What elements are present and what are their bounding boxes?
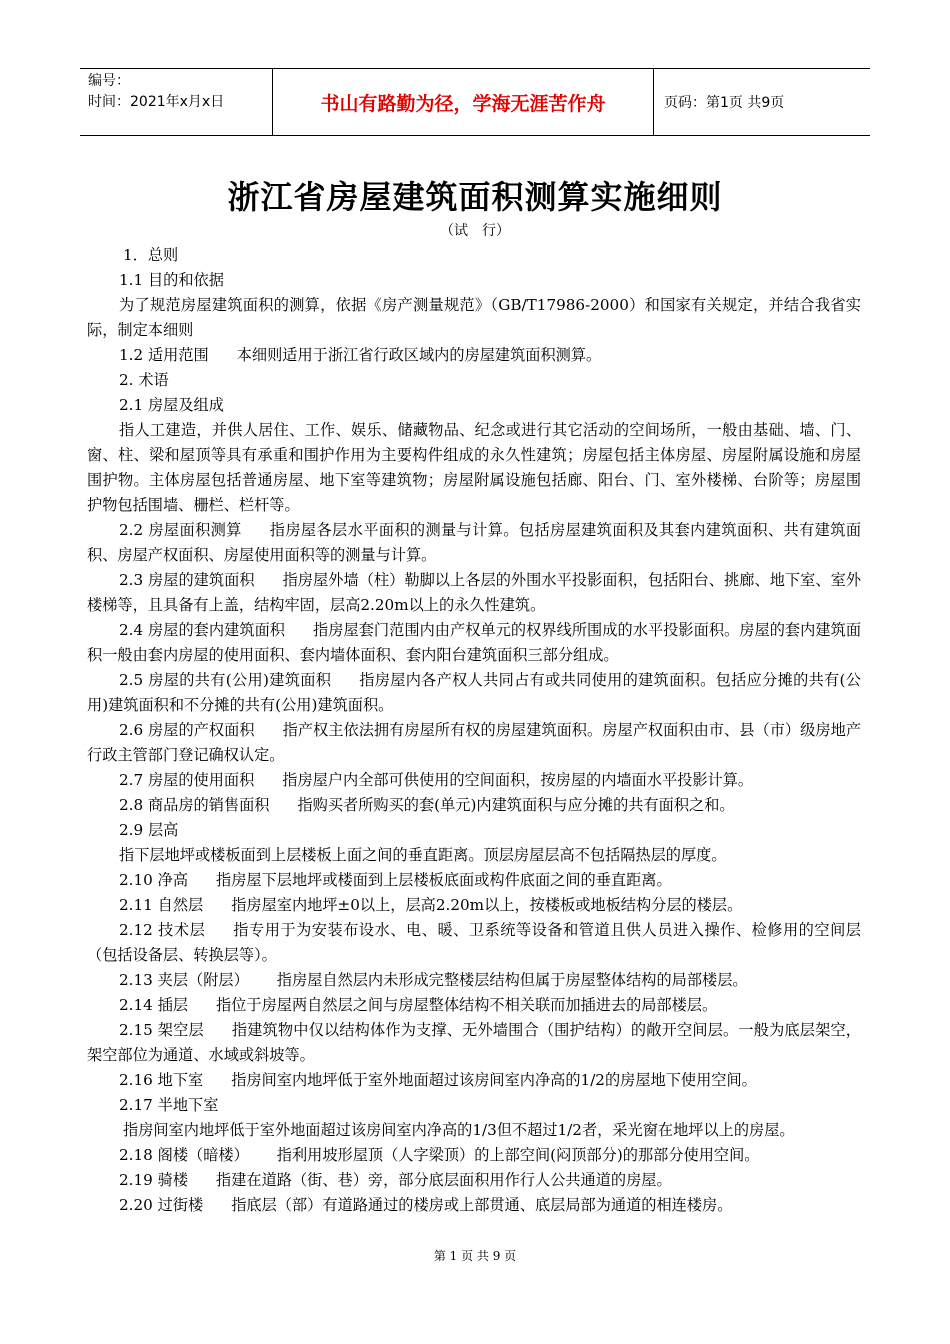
definition: 指建筑物中仅以结构体作为支撑、无外墙围合（围护结构）的敞开空间层。一般为底层架空，架空部位为通道、水域或斜坡等。 (87, 1021, 861, 1064)
definition: 指房屋下层地坪或楼面到上层楼板底面或构件底面之间的垂直距离。 (216, 871, 672, 889)
definition: 指利用坡形屋顶（人字梁顶）的上部空间(闷顶部分)的那部分使用空间。 (276, 1146, 760, 1164)
definition: 指位于房屋两自然层之间与房屋整体结构不相关联而加插进去的局部楼层。 (216, 996, 718, 1014)
term: 2.6 房屋的产权面积 (119, 721, 255, 739)
definition: 指底层（部）有道路通过的楼房或上部贯通、底层局部为通道的相连楼房。 (231, 1196, 733, 1214)
term: 2.4 房屋的套内建筑面积 (119, 621, 286, 639)
number-label: 编号： (88, 73, 130, 89)
paragraph (87, 968, 861, 993)
section-heading: 2.9 层高 (119, 821, 179, 839)
definition: 指房屋室内地坪±0以上，层高2.20m以上，按楼板或地板结构分层的楼层。 (231, 896, 743, 914)
paragraph (87, 868, 861, 893)
header-page-info: 页码：第1页 共9页 (664, 95, 785, 111)
term: 2.14 插层 (119, 996, 189, 1014)
term: 2.16 地下室 (119, 1071, 204, 1089)
section-heading: 2. 术语 (119, 371, 169, 389)
term: 2.18 阁楼（暗楼） (119, 1146, 249, 1164)
paragraph (87, 1193, 861, 1218)
term: 2.15 架空层 (119, 1021, 204, 1039)
paragraph (87, 618, 861, 668)
definition: 指房屋套门范围内由产权单元的权界线所围成的水平投影面积。房屋的套内建筑面积一般由套内房屋的使用面积、套内墙体面积、套内阳台建筑面积三部分组成。 (87, 621, 862, 664)
definition: 指房间室内地坪低于室外地面超过该房间室内净高的1/2的房屋地下使用空间。 (231, 1071, 757, 1089)
paragraph (87, 893, 861, 918)
paragraph (87, 993, 861, 1018)
paragraph (87, 718, 861, 768)
definition: 指房屋内各产权人共同占有或共同使用的建筑面积。包括应分摊的共有(公用)建筑面积和不分摊的共有(公用)建筑面积。 (87, 671, 861, 714)
term: 2.20 过街楼 (119, 1196, 204, 1214)
term: 2.19 骑楼 (119, 1171, 189, 1189)
definition: 指专用于为安装布设水、电、暖、卫系统等设备和管道且供人员进入操作、检修用的空间层（包括设备层、转换层等）。 (87, 921, 861, 964)
paragraph (87, 668, 861, 718)
paragraph (87, 793, 861, 818)
document-title: 浙江省房屋建筑面积测算实施细则 (227, 178, 723, 216)
term: 1.2 适用范围 (119, 346, 209, 364)
paragraph (87, 1068, 861, 1093)
paragraph: 为了规范房屋建筑面积的测算，依据《房产测量规范》（GB/T17986-2000）和国家有关规定，并结合我省实际，制定本细则 (87, 296, 861, 339)
page-footer: 第 1 页 共 9 页 (433, 1249, 517, 1263)
paragraph: 指人工建造，并供人居住、工作、娱乐、储藏物品、纪念或进行其它活动的空间场所，一般由基础、墙、门、窗、柱、梁和屋顶等具有承重和围护作用为主要构件组成的永久性建筑；房屋包括主体房屋、房屋附属设施和房屋围护物。主体房屋包括普通房屋、地下室等建筑物；房屋附属设施包括廊、阳台、门、室外楼梯、台阶等；房屋围护物包括围墙、栅栏、栏杆等。 (87, 421, 861, 514)
definition: 指房屋户内全部可供使用的空间面积，按房屋的内墙面水平投影计算。 (282, 771, 754, 789)
section-heading: 1.1 目的和依据 (119, 271, 224, 289)
header-meta (80, 69, 273, 135)
time-label: 时间：2021年x月x日 (88, 94, 225, 110)
paragraph: 指房间室内地坪低于室外地面超过该房间室内净高的1/3但不超过1/2者，采光窗在地坪以上的房屋。 (123, 1121, 795, 1139)
document-subtitle: （试 行） (440, 223, 510, 239)
term: 2.3 房屋的建筑面积 (119, 571, 255, 589)
term: 2.11 自然层 (119, 896, 204, 914)
definition: 指房屋各层水平面积的测量与计算。包括房屋建筑面积及其套内建筑面积、共有建筑面积、房屋产权面积、房屋使用面积等的测量与计算。 (87, 521, 862, 564)
term: 2.2 房屋面积测算 (119, 521, 242, 539)
term: 2.10 净高 (119, 871, 189, 889)
header-motto: 书山有路勤为径，学海无涯苦作舟 (273, 69, 654, 135)
definition: 本细则适用于浙江省行政区域内的房屋建筑面积测算。 (236, 346, 602, 364)
section-heading: 2.17 半地下室 (119, 1096, 219, 1114)
paragraph (87, 1018, 861, 1068)
term: 2.5 房屋的共有(公用)建筑面积 (119, 671, 332, 689)
paragraph (87, 1143, 861, 1168)
paragraph (87, 768, 861, 793)
term: 2.8 商品房的销售面积 (119, 796, 270, 814)
term: 2.7 房屋的使用面积 (119, 771, 255, 789)
paragraph (87, 568, 861, 618)
paragraph: 指下层地坪或楼板面到上层楼板上面之间的垂直距离。顶层房屋层高不包括隔热层的厚度。 (119, 846, 727, 864)
term: 2.13 夹层（附层） (119, 971, 249, 989)
definition: 指购买者所购买的套(单元)内建筑面积与应分摊的共有面积之和。 (297, 796, 735, 814)
definition: 指房屋自然层内未形成完整楼层结构但属于房屋整体结构的局部楼层。 (276, 971, 748, 989)
paragraph (87, 518, 861, 568)
paragraph (87, 1168, 861, 1193)
paragraph (87, 343, 861, 368)
paragraph (87, 918, 861, 968)
definition: 指建在道路（街、巷）旁，部分底层面积用作行人公共通道的房屋。 (216, 1171, 672, 1189)
document-header (80, 68, 870, 136)
term: 2.12 技术层 (119, 921, 206, 939)
section-heading: 1．总则 (123, 246, 179, 264)
definition: 指产权主依法拥有房屋所有权的房屋建筑面积。房屋产权面积由市、县（市）级房地产行政主管部门登记确权认定。 (87, 721, 862, 764)
document-body (87, 243, 861, 1218)
section-heading: 2.1 房屋及组成 (119, 396, 224, 414)
definition: 指房屋外墙（柱）勒脚以上各层的外围水平投影面积，包括阳台、挑廊、地下室、室外楼梯等，且具备有上盖，结构牢固，层高2.20m以上的永久性建筑。 (87, 571, 862, 614)
